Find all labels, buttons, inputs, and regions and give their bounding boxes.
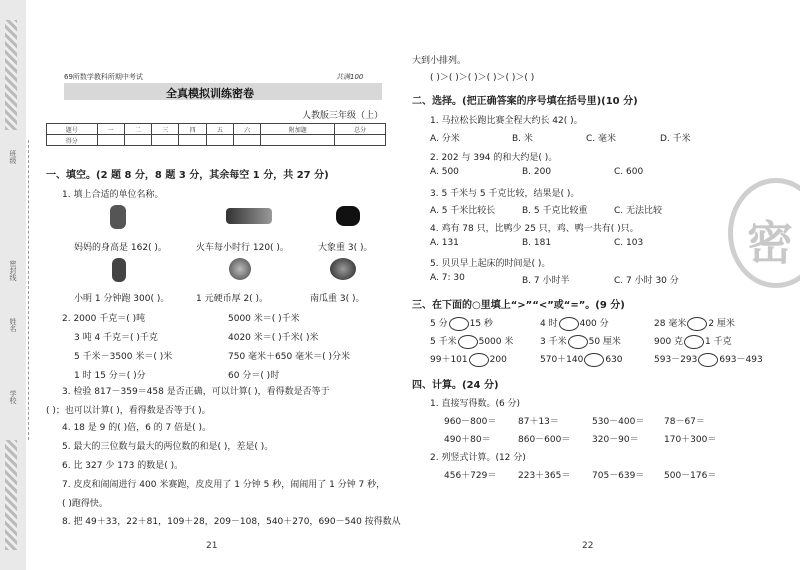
score-cell: 题号 [47,124,98,135]
calc-1-label: 1. 直接写得数。(6 分) [430,399,521,409]
vertical-calc: 456＋729＝ [444,471,497,481]
edition-label: 人教版三年级（上） [302,111,384,121]
choice-option[interactable]: D. 千米 [660,134,691,144]
score-input[interactable] [152,135,179,146]
question-7a: 7. 皮皮和闹闹进行 400 米赛跑，皮皮用了 1 分钟 5 秒，闹闹用了 1 分钟 7 秒， [62,480,386,490]
direct-calc: 170＋300＝ [664,435,717,445]
vertical-calc: 223＋365＝ [518,471,571,481]
compare-item: 5 分 15 秒 [430,316,493,331]
section-3-heading: 三、在下面的○里填上“>”“<”或“=”。(9 分) [412,300,625,311]
question-5: 5. 最大的三位数与最大的两位数的和是( )，差是( )。 [62,442,274,452]
compare-circle[interactable] [568,335,588,349]
score-input[interactable] [206,135,233,146]
choice-option[interactable]: C. 无法比较 [614,206,663,216]
binding-pattern [5,440,17,550]
q1-item: 妈妈的身高是 162( )。 [74,243,167,253]
compare-circle[interactable] [698,353,718,367]
q1-item: 1 元硬币厚 2( )。 [196,294,269,304]
compare-circle[interactable] [684,335,704,349]
score-input[interactable] [179,135,206,146]
section-1-heading: 一、填空。(2 题 8 分，8 题 3 分，其余每空 1 分，共 27 分) [46,170,329,181]
score-table [46,123,386,146]
vertical-calc: 500－176＝ [664,471,717,481]
child-figure-icon [110,205,126,229]
compare-item: 5 千米 5000 米 [430,334,513,349]
score-cell: 二 [124,124,151,135]
compare-item: 28 毫米 2 厘米 [654,316,735,331]
question-8-continued: 大到小排列。 [412,56,467,66]
binding-label-seal: 密封线 [9,260,17,281]
score-input[interactable] [124,135,151,146]
page-number-left: 21 [206,541,218,551]
direct-calc: 320－90＝ [592,435,639,445]
choice-option[interactable]: A. 131 [430,238,459,248]
direct-calc: 490＋80＝ [444,435,491,445]
choice-question: 1. 马拉松长跑比赛全程大约长 42( )。 [430,116,583,126]
question-8: 8. 把 49＋33，22＋81，109＋28，209－108，540＋270，690－540 按得数从 [62,517,401,527]
q2-line: 1 时 15 分＝( )分 [74,371,146,381]
choice-question: 3. 5 千米与 5 千克比较，结果是( )。 [430,189,580,199]
coin-icon [229,258,251,280]
question-7b: ( )跑得快。 [62,499,108,509]
question-3b: ( )；也可以计算( )，看得数是否等于( )。 [46,406,211,416]
q2-line: 750 毫米＋650 毫米＝( )分米 [228,352,350,362]
direct-calc: 530－400＝ [592,417,645,427]
choice-option[interactable]: A. 7: 30 [430,273,465,283]
compare-circle[interactable] [458,335,478,349]
page-title: 全真模拟训练密卷 [166,87,254,100]
binding-pattern [5,20,17,130]
choice-option[interactable]: C. 毫米 [586,134,617,144]
direct-calc: 78－67＝ [664,417,705,427]
score-cell: 五 [206,124,233,135]
compare-circle[interactable] [687,317,707,331]
q1-item: 火车每小时行 120( )。 [196,243,289,253]
score-cell: 四 [179,124,206,135]
q2-line: 5 千米－3500 米＝( )米 [74,352,173,362]
choice-option[interactable]: A. 5 千米比较长 [430,206,496,216]
fold-line [28,140,29,440]
direct-calc: 860－600＝ [518,435,571,445]
choice-question: 4. 鸡有 78 只，比鸭少 25 只，鸡、鸭一共有( )只。 [430,224,639,234]
choice-option[interactable]: B. 181 [522,238,552,248]
q1-item: 小明 1 分钟跑 300( )。 [74,294,170,304]
ordering-chain: ( )＞( )＞( )＞( )＞( )＞( ) [430,73,535,83]
vertical-calc: 705－639＝ [592,471,645,481]
choice-option[interactable]: B. 200 [522,167,552,177]
score-input[interactable] [335,135,386,146]
direct-calc: 960－800＝ [444,417,497,427]
choice-question: 5. 贝贝早上起床的时间是( )。 [430,259,551,269]
binding-strip [0,0,26,570]
score-total: 共满100 [336,73,364,81]
score-cell: 六 [234,124,261,135]
question-4: 4. 18 是 9 的( )倍，6 的 7 倍是( )。 [62,423,212,433]
score-input[interactable] [234,135,261,146]
binding-label-name: 姓名 [9,318,17,332]
choice-option[interactable]: C. 103 [614,238,644,248]
page-number-right: 22 [582,541,594,551]
stamp-char: 密 [747,216,793,270]
compare-circle[interactable] [584,353,604,367]
choice-option[interactable]: B. 7 小时半 [522,276,570,286]
compare-item: 99＋101 200 [430,352,507,367]
calc-2-label: 2. 列竖式计算。(12 分) [430,453,526,463]
runner-icon [112,258,126,282]
compare-item: 570＋140 630 [540,352,623,367]
score-cell: 附加题 [261,124,335,135]
question-6: 6. 比 327 少 173 的数是( )。 [62,461,184,471]
choice-question: 2. 202 与 394 的和大约是( )。 [430,153,558,163]
question-3a: 3. 检验 817－359＝458 是否正确，可以计算( )，看得数是否等于 [62,387,330,397]
choice-option[interactable]: A. 500 [430,167,459,177]
section-2-heading: 二、选择。(把正确答案的序号填在括号里)(10 分) [412,96,638,107]
train-icon [226,208,272,224]
score-cell: 得分 [47,135,98,146]
score-cell: 一 [97,124,124,135]
q2-line: 2. 2000 千克＝( )吨 [62,314,146,324]
choice-option[interactable]: C. 600 [614,167,644,177]
binding-label-school: 学校 [9,390,17,404]
score-cell: 总分 [335,124,386,135]
q2-line: 3 吨 4 千克＝( )千克 [74,333,158,343]
score-input[interactable] [97,135,124,146]
secret-stamp [728,178,800,288]
compare-item: 3 千米 50 厘米 [540,334,621,349]
compare-item: 900 克 1 千克 [654,334,732,349]
binding-label-class: 班级 [9,150,17,164]
compare-item: 4 时 400 分 [540,316,609,331]
elephant-icon [336,206,360,226]
compare-circle[interactable] [449,317,469,331]
choice-option[interactable]: A. 分米 [430,134,460,144]
section-4-heading: 四、计算。(24 分) [412,380,499,391]
q2-line: 5000 米＝( )千米 [228,314,300,324]
score-input[interactable] [261,135,335,146]
compare-circle[interactable] [469,353,489,367]
compare-item: 593－293 693－493 [654,352,763,367]
q2-line: 60 分＝( )时 [228,371,280,381]
question-1: 1. 填上合适的单位名称。 [62,190,164,200]
q1-item: 大象重 3( )。 [318,243,373,253]
compare-circle[interactable] [559,317,579,331]
choice-option[interactable]: B. 5 千克比较重 [522,206,588,216]
score-cell: 三 [152,124,179,135]
direct-calc: 87＋13＝ [518,417,559,427]
series-label: 69所数学教科所期中考试 [64,73,143,81]
choice-option[interactable]: B. 米 [512,134,533,144]
choice-option[interactable]: C. 7 小时 30 分 [614,276,679,286]
pumpkin-icon [330,258,356,280]
q1-item: 南瓜重 3( )。 [310,294,365,304]
q2-line: 4020 米＝( )千米( )米 [228,333,319,343]
